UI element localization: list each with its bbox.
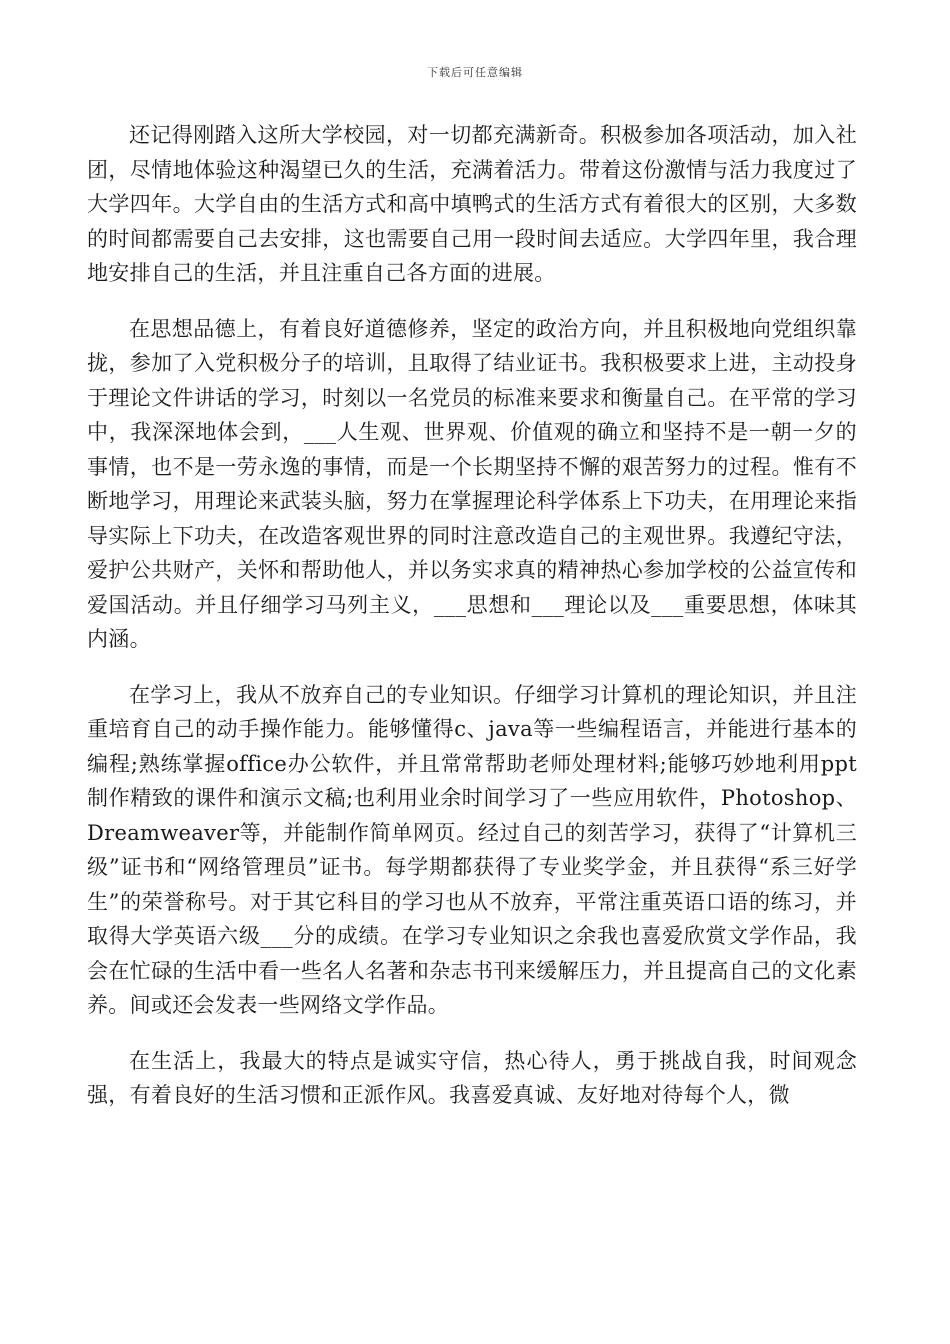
document-body: [87, 118, 857, 1134]
paragraph-intro: 还记得刚踏入这所大学校园，对一切都充满新奇。积极参加各项活动，加入社团，尽情地体验这种渴望已久的生活，充满着活力。带着这份激情与活力我度过了大学四年。大学自由的生活方式和高中填鸭式的生活方式有着很大的区别，大多数的时间都需要自己去安排，这也需要自己用一段时间去适应。大学四年里，我合理地安排自己的生活，并且注重自己各方面的进展。: [87, 123, 857, 285]
paragraph-ideology: 在思想品德上，有着良好道德修养，坚定的政治方向，并且积极地向党组织靠拢，参加了入党积极分子的培训，且取得了结业证书。我积极要求上进，主动投身于理论文件讲话的学习，时刻以一名党员的标准来要求和衡量自己。在平常的学习中，我深深地体会到，___人生观、世界观、价值观的确立和坚持不是一朝一夕的事情，也不是一劳永逸的事情，而是一个长期坚持不懈的艰苦努力的过程。惟有不断地学习，用理论来武装头脑，努力在掌握理论科学体系上下功夫，在用理论来指导实际上下功夫，在改造客观世界的同时注意改造自己的主观世界。我遵纪守法，爱护公共财产，关怀和帮助他人，并以务实求真的精神热心参加学校的公益宣传和爱国活动。并且仔细学习马列主义，___思想和___理论以及___重要思想，体味其内涵。: [87, 316, 857, 651]
paragraph-study: 在学习上，我从不放弃自己的专业知识。仔细学习计算机的理论知识，并且注重培育自己的动手操作能力。能够懂得c、java等一些编程语言，并能进行基本的编程;熟练掌握office办公软件，并且常常帮助老师处理材料;能够巧妙地利用ppt制作精致的课件和演示文稿;也利用业余时间学习了一些应用软件，Photoshop、Dreamweaver等，并能制作简单网页。经过自己的刻苦学习，获得了“计算机三级”证书和“网络管理员”证书。每学期都获得了专业奖学金，并且获得“系三好学生”的荣誉称号。对于其它科目的学习也从不放弃，平常注重英语口语的练习，并取得大学英语六级___分的成绩。在学习专业知识之余我也喜爱欣赏文学作品，我会在忙碌的生活中看一些名人名著和杂志书刊来缓解压力，并且提高自己的文化素养。间或还会发表一些网络文学作品。: [87, 682, 857, 1017]
paragraph-life: 在生活上，我最大的特点是诚实守信，热心待人，勇于挑战自我，时间观念强，有着良好的生活习惯和正派作风。我喜爱真诚、友好地对待每个人，微: [87, 1048, 857, 1107]
header-note: 下载后可任意编辑: [427, 66, 523, 79]
